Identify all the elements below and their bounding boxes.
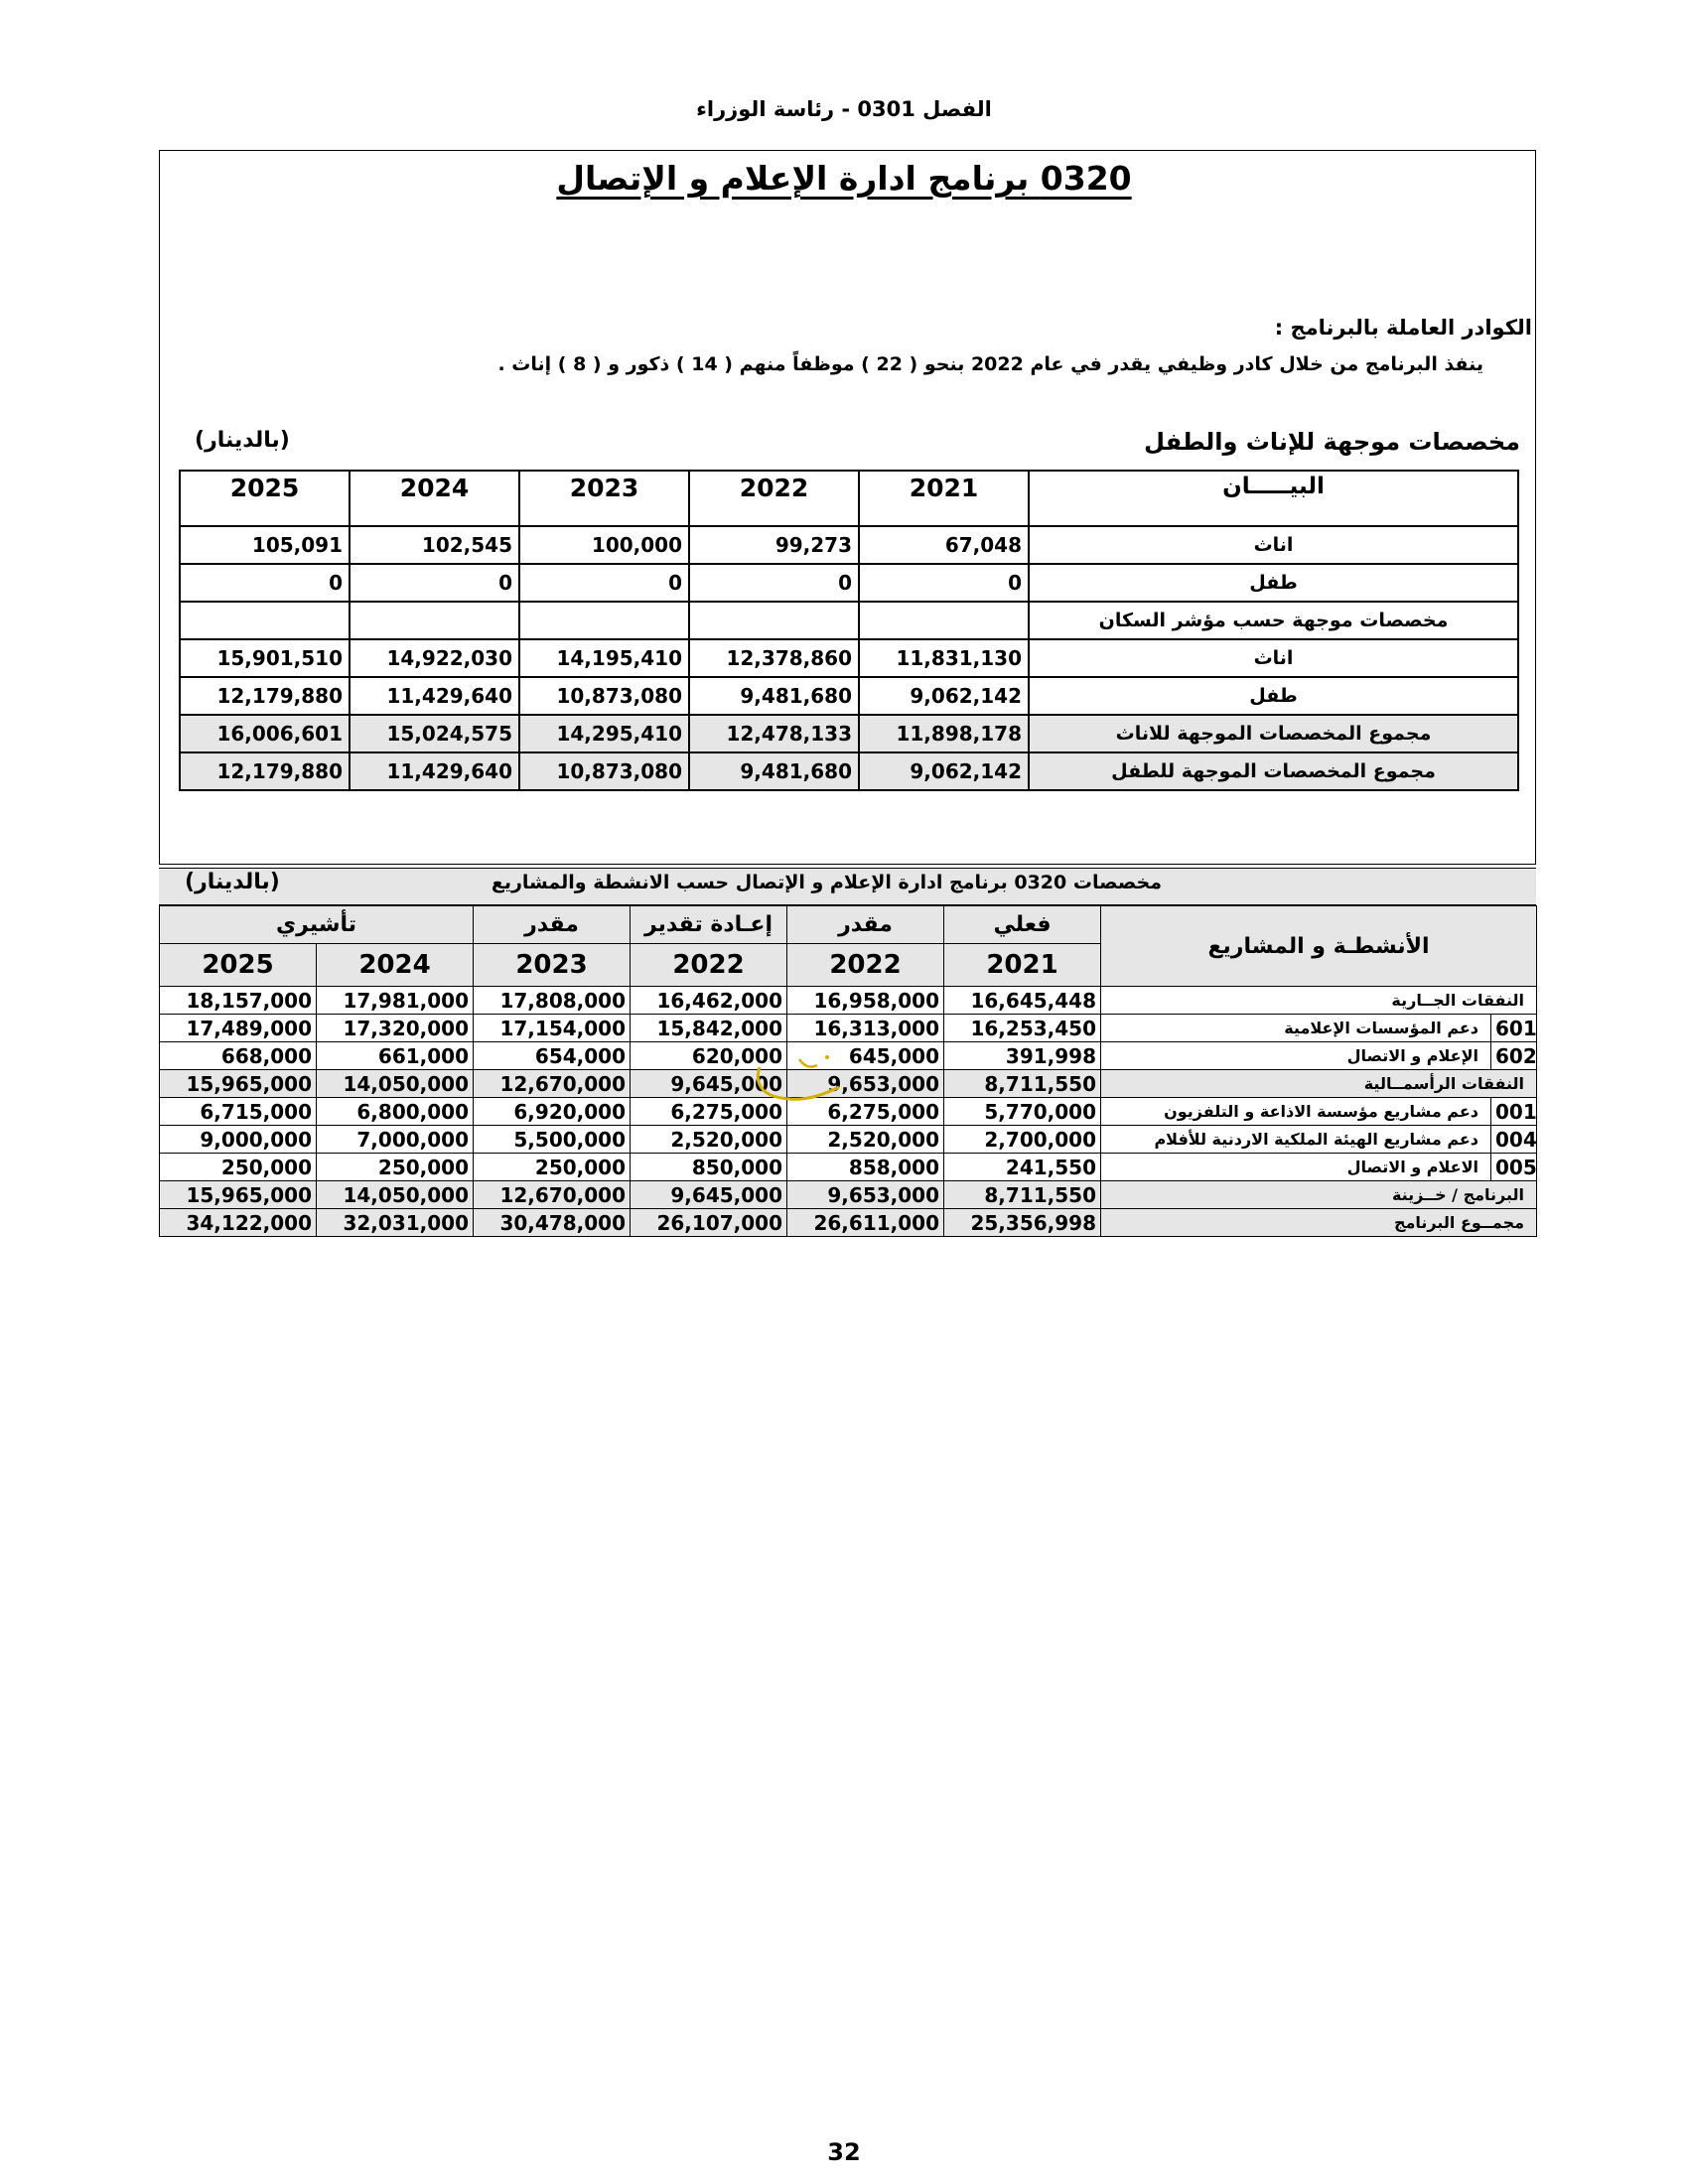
cell-value: 16,462,000 xyxy=(631,987,787,1015)
cell-value: 0 xyxy=(859,564,1029,602)
cell-value: 12,179,880 xyxy=(180,752,350,790)
cell-value: 17,808,000 xyxy=(474,987,631,1015)
year-header: 2021 xyxy=(859,471,1029,526)
cell-value: 6,275,000 xyxy=(787,1098,944,1126)
cell-value: 16,253,450 xyxy=(944,1015,1101,1042)
year-header: 2022 xyxy=(631,944,787,987)
row-label: طفل xyxy=(1029,677,1518,715)
table-header-row xyxy=(180,471,1518,526)
cell-value: 250,000 xyxy=(474,1154,631,1181)
subheading-row xyxy=(180,602,1518,639)
staff-heading: الكوادر العاملة بالبرنامج : xyxy=(1274,316,1532,340)
cell-value: 9,481,680 xyxy=(689,677,859,715)
activity-name: النفقات الرأسمــالية xyxy=(1101,1070,1537,1098)
table-row xyxy=(180,564,1518,602)
cell-value: 9,645,000 xyxy=(631,1181,787,1209)
reestimate-header: إعـادة تقدير xyxy=(631,906,787,944)
cell-value: 11,429,640 xyxy=(350,752,519,790)
activity-code: 601 xyxy=(1491,1015,1537,1042)
estimate-header: مقدر xyxy=(474,906,631,944)
stamp-stroke xyxy=(799,1059,817,1067)
cell-value: 17,489,000 xyxy=(160,1015,317,1042)
page-number: 32 xyxy=(827,2138,861,2166)
row-label: مجموع المخصصات الموجهة للطفل xyxy=(1029,752,1518,790)
activity-name: الاعلام و الاتصال xyxy=(1101,1154,1491,1181)
cell-value: 16,958,000 xyxy=(787,987,944,1015)
cell-value: 9,481,680 xyxy=(689,752,859,790)
row-label: اناث xyxy=(1029,526,1518,564)
cell-value: 105,091 xyxy=(180,526,350,564)
cell-value: 100,000 xyxy=(519,526,689,564)
cell-value: 6,920,000 xyxy=(474,1098,631,1126)
cell-value: 34,122,000 xyxy=(160,1209,317,1237)
cell-value: 15,965,000 xyxy=(160,1070,317,1098)
table-row xyxy=(180,752,1518,790)
row-label: اناث xyxy=(1029,639,1518,677)
cell-value: 16,645,448 xyxy=(944,987,1101,1015)
year-header: 2021 xyxy=(944,944,1101,987)
activity-code: 004 xyxy=(1491,1126,1537,1154)
cell-value: 2,520,000 xyxy=(787,1126,944,1154)
year-header: 2024 xyxy=(317,944,474,987)
year-header: 2025 xyxy=(180,471,350,526)
cell-value: 8,711,550 xyxy=(944,1070,1101,1098)
activity-name: النفقات الجــارية xyxy=(1101,987,1537,1015)
cell-value: 11,831,130 xyxy=(859,639,1029,677)
table-row xyxy=(160,1209,1537,1237)
program-title-text: 0320 برنامج ادارة الإعلام و الإتصال xyxy=(556,159,1132,198)
table-row xyxy=(160,1126,1537,1154)
year-header: 2023 xyxy=(519,471,689,526)
table-row xyxy=(180,677,1518,715)
activity-code: 001 xyxy=(1491,1098,1537,1126)
cell-value: 2,520,000 xyxy=(631,1126,787,1154)
cell-value: 9,000,000 xyxy=(160,1126,317,1154)
cell-value: 9,653,000 xyxy=(787,1181,944,1209)
activity-name: دعم مشاريع الهيئة الملكية الاردنية للأفلام xyxy=(1101,1126,1491,1154)
activities-title: مخصصات 0320 برنامج ادارة الإعلام و الإتصال حسب الانشطة والمشاريع xyxy=(491,872,1162,893)
population-subheading: مخصصات موجهة حسب مؤشر السكان xyxy=(1029,602,1518,639)
cell-value: 26,611,000 xyxy=(787,1209,944,1237)
cell-value: 8,711,550 xyxy=(944,1181,1101,1209)
cell-value: 850,000 xyxy=(631,1154,787,1181)
cell-value: 11,898,178 xyxy=(859,715,1029,752)
women-children-title: مخصصات موجهة للإناث والطفل xyxy=(1144,428,1520,456)
cell-value: 10,873,080 xyxy=(519,677,689,715)
actual-header: فعلي xyxy=(944,906,1101,944)
table-row xyxy=(160,1181,1537,1209)
chapter-header: الفصل 0301 - رئاسة الوزراء xyxy=(696,97,992,121)
women-children-table xyxy=(179,470,1519,791)
cell-value: 6,275,000 xyxy=(631,1098,787,1126)
cell-value: 0 xyxy=(180,564,350,602)
cell-value: 2,700,000 xyxy=(944,1126,1101,1154)
cell-value: 18,157,000 xyxy=(160,987,317,1015)
cell-value: 5,770,000 xyxy=(944,1098,1101,1126)
table-row xyxy=(180,715,1518,752)
cell-value: 645,000 xyxy=(787,1042,944,1070)
cell-value: 32,031,000 xyxy=(317,1209,474,1237)
cell-value: 14,050,000 xyxy=(317,1070,474,1098)
cell-value: 16,313,000 xyxy=(787,1015,944,1042)
cell-value: 0 xyxy=(689,564,859,602)
cell-value: 620,000 xyxy=(631,1042,787,1070)
cell-value: 9,653,000 xyxy=(787,1070,944,1098)
cell-value: 0 xyxy=(519,564,689,602)
cell-value: 67,048 xyxy=(859,526,1029,564)
cell-value: 102,545 xyxy=(350,526,519,564)
cell-value: 250,000 xyxy=(317,1154,474,1181)
cell-value: 17,154,000 xyxy=(474,1015,631,1042)
cell-value: 11,429,640 xyxy=(350,677,519,715)
indicative-header: تأشيري xyxy=(160,906,474,944)
statement-header: البيـــــان xyxy=(1029,471,1518,526)
currency-label: (بالدينار) xyxy=(185,870,280,894)
handwritten-mark-icon xyxy=(740,1047,849,1117)
year-header: 2022 xyxy=(689,471,859,526)
cell-value: 30,478,000 xyxy=(474,1209,631,1237)
cell-value: 15,024,575 xyxy=(350,715,519,752)
estimate-header: مقدر xyxy=(787,906,944,944)
cell-value: 9,062,142 xyxy=(859,677,1029,715)
table-row xyxy=(160,1154,1537,1181)
stamp-dot xyxy=(825,1055,829,1059)
table-row xyxy=(160,987,1537,1015)
cell-value: 7,000,000 xyxy=(317,1126,474,1154)
cell-value: 241,550 xyxy=(944,1154,1101,1181)
cell-value: 858,000 xyxy=(787,1154,944,1181)
activity-name: دعم مشاريع مؤسسة الاذاعة و التلفزيون xyxy=(1101,1098,1491,1126)
staff-text: ينفذ البرنامج من خلال كادر وظيفي يقدر في عام 2022 بنحو ( 22 ) موظفاً منهم ( 14 ) ذكور و ( 8 ) إناث . xyxy=(497,353,1483,375)
stamp-stroke xyxy=(758,1067,839,1099)
cell-value: 250,000 xyxy=(160,1154,317,1181)
cell-value: 14,922,030 xyxy=(350,639,519,677)
table-row xyxy=(180,639,1518,677)
cell-value: 5,500,000 xyxy=(474,1126,631,1154)
cell-value: 12,179,880 xyxy=(180,677,350,715)
cell-value: 14,195,410 xyxy=(519,639,689,677)
row-label: مجموع المخصصات الموجهة للاناث xyxy=(1029,715,1518,752)
cell-value: 10,873,080 xyxy=(519,752,689,790)
cell-value: 15,965,000 xyxy=(160,1181,317,1209)
cell-value: 391,998 xyxy=(944,1042,1101,1070)
table-row xyxy=(180,526,1518,564)
cell-value: 12,478,133 xyxy=(689,715,859,752)
cell-value: 17,981,000 xyxy=(317,987,474,1015)
activity-name: دعم المؤسسات الإعلامية xyxy=(1101,1015,1491,1042)
row-label: طفل xyxy=(1029,564,1518,602)
cell-value: 654,000 xyxy=(474,1042,631,1070)
year-header: 2024 xyxy=(350,471,519,526)
currency-label: (بالدينار) xyxy=(195,428,290,453)
activity-code: 602 xyxy=(1491,1042,1537,1070)
cell-value: 25,356,998 xyxy=(944,1209,1101,1237)
activities-header: الأنشطـة و المشاريع xyxy=(1101,906,1537,987)
cell-value: 15,901,510 xyxy=(180,639,350,677)
cell-value: 12,378,860 xyxy=(689,639,859,677)
cell-value: 668,000 xyxy=(160,1042,317,1070)
cell-value: 15,842,000 xyxy=(631,1015,787,1042)
cell-value: 12,670,000 xyxy=(474,1070,631,1098)
cell-value: 14,050,000 xyxy=(317,1181,474,1209)
cell-value: 26,107,000 xyxy=(631,1209,787,1237)
activity-name: مجمــوع البرنامج xyxy=(1101,1209,1537,1237)
year-header: 2025 xyxy=(160,944,317,987)
cell-value: 12,670,000 xyxy=(474,1181,631,1209)
year-header: 2023 xyxy=(474,944,631,987)
cell-value: 9,645,000 xyxy=(631,1070,787,1098)
year-header: 2022 xyxy=(787,944,944,987)
activity-name: الإعلام و الاتصال xyxy=(1101,1042,1491,1070)
program-title xyxy=(0,159,1688,198)
activity-code: 005 xyxy=(1491,1154,1537,1181)
cell-value: 16,006,601 xyxy=(180,715,350,752)
cell-value: 17,320,000 xyxy=(317,1015,474,1042)
cell-value: 6,715,000 xyxy=(160,1098,317,1126)
activity-name: البرنامج / خــزينة xyxy=(1101,1181,1537,1209)
cell-value: 99,273 xyxy=(689,526,859,564)
table-header-row xyxy=(160,906,1537,944)
cell-value: 661,000 xyxy=(317,1042,474,1070)
cell-value: 9,062,142 xyxy=(859,752,1029,790)
cell-value: 0 xyxy=(350,564,519,602)
cell-value: 14,295,410 xyxy=(519,715,689,752)
cell-value: 6,800,000 xyxy=(317,1098,474,1126)
table-row xyxy=(160,1015,1537,1042)
